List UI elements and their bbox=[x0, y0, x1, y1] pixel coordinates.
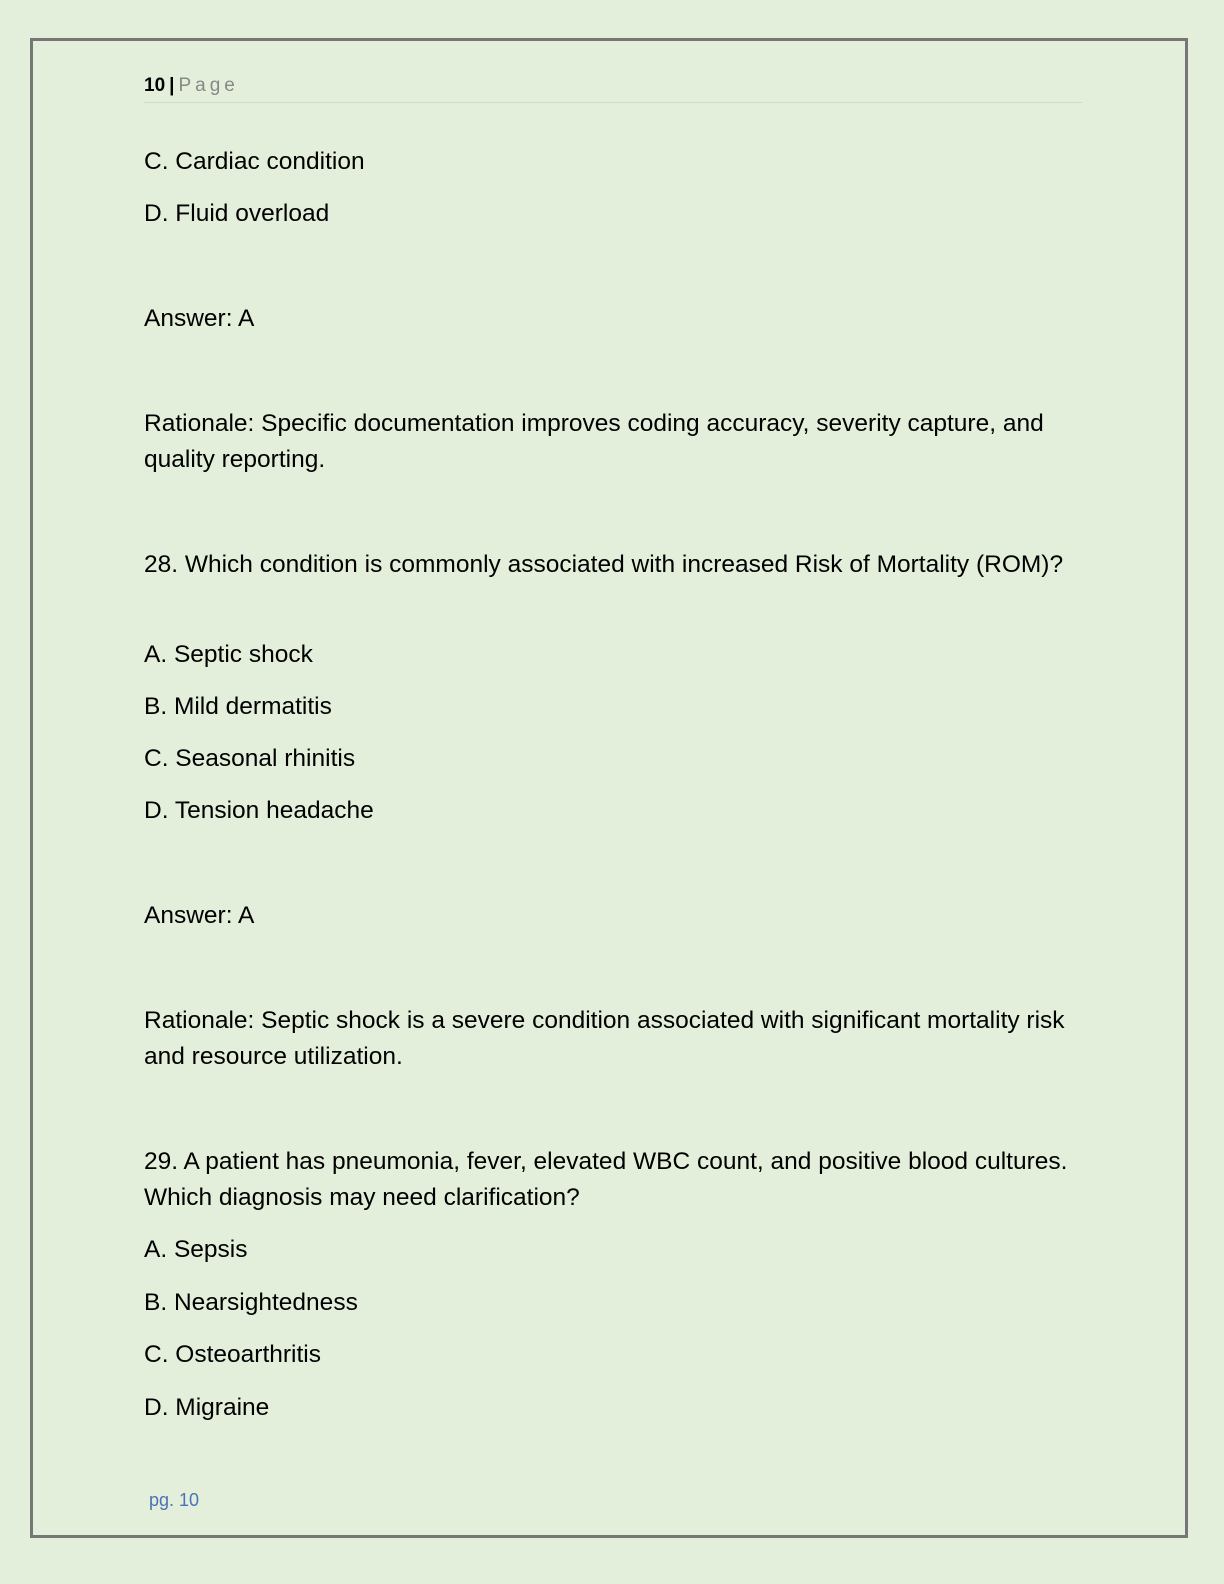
header-page-number: 10 bbox=[144, 75, 166, 96]
q29-option-b: B. Nearsightedness bbox=[144, 1289, 358, 1316]
q29-question: 29. A patient has pneumonia, fever, elevated WBC count, and positive blood cultures. Which diagnosis may need clarification? bbox=[144, 1148, 1068, 1211]
header-separator: | bbox=[169, 75, 175, 96]
q29-option-d: D. Migraine bbox=[144, 1394, 270, 1421]
q27-rationale: Rationale: Specific documentation improves coding accuracy, severity capture, and quality reporting. bbox=[144, 410, 1044, 473]
page-header bbox=[144, 72, 1082, 103]
q27-option-d: D. Fluid overload bbox=[144, 200, 330, 227]
q28-answer: Answer: A bbox=[144, 902, 255, 929]
q27-option-c: C. Cardiac condition bbox=[144, 148, 365, 175]
q29-option-a: A. Sepsis bbox=[144, 1236, 248, 1263]
footer-page-label: pg. 10 bbox=[149, 1490, 200, 1510]
q27-answer: Answer: A bbox=[144, 305, 255, 332]
q28-option-a: A. Septic shock bbox=[144, 641, 313, 668]
q28-option-b: B. Mild dermatitis bbox=[144, 693, 332, 720]
q28-rationale: Rationale: Septic shock is a severe condition associated with significant mortality risk and resource utilization. bbox=[144, 1007, 1065, 1070]
q28-option-c: C. Seasonal rhinitis bbox=[144, 745, 356, 772]
header-page-word: Page bbox=[178, 75, 239, 96]
q29-option-c: C. Osteoarthritis bbox=[144, 1341, 321, 1368]
q28-option-d: D. Tension headache bbox=[144, 797, 374, 824]
q28-question: 28. Which condition is commonly associated with increased Risk of Mortality (ROM)? bbox=[144, 551, 1064, 578]
